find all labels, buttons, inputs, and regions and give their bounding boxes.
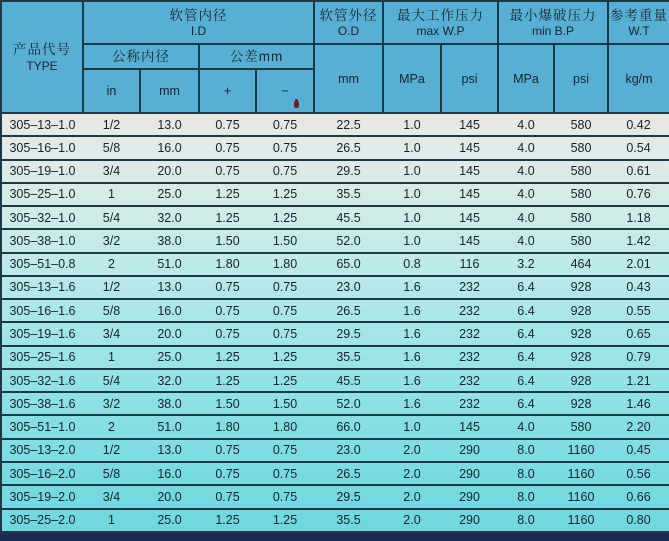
- cell-wt-kgm: 0.66: [608, 485, 669, 508]
- cell-bp-psi: 928: [554, 299, 608, 322]
- cell-tol-plus: 1.80: [199, 415, 256, 438]
- cell-wp-mpa: 1.6: [383, 392, 441, 415]
- cell-id-mm: 38.0: [140, 229, 199, 252]
- header-tolerance-minus: [256, 69, 314, 113]
- cell-tol-minus: 1.50: [256, 392, 314, 415]
- cell-wp-mpa: 1.0: [383, 229, 441, 252]
- table-row: [1, 485, 669, 508]
- cell-wp-psi: 232: [441, 299, 498, 322]
- table-row: [1, 183, 669, 206]
- cell-wp-psi: 145: [441, 160, 498, 183]
- cell-tol-plus: 0.75: [199, 462, 256, 485]
- cell-type-code: 305–19–1.6: [1, 322, 83, 345]
- cell-bp-psi: 1160: [554, 462, 608, 485]
- cell-tol-minus: 0.75: [256, 276, 314, 299]
- cell-od-mm: 52.0: [314, 392, 383, 415]
- cell-od-mm: 23.0: [314, 439, 383, 462]
- cell-bp-mpa: 3.2: [498, 253, 554, 276]
- cell-bp-psi: 928: [554, 369, 608, 392]
- cell-bp-mpa: 6.4: [498, 276, 554, 299]
- cell-bp-psi: 580: [554, 160, 608, 183]
- cell-bp-psi: 1160: [554, 509, 608, 532]
- cell-wt-kgm: 1.18: [608, 206, 669, 229]
- cell-wt-kgm: 0.55: [608, 299, 669, 322]
- cell-bp-psi: 928: [554, 276, 608, 299]
- cell-type-code: 305–38–1.0: [1, 229, 83, 252]
- cell-tol-minus: 0.75: [256, 160, 314, 183]
- header-nominal-id: 公称内径: [83, 44, 199, 69]
- cell-type-code: 305–19–2.0: [1, 485, 83, 508]
- cell-tol-minus: 0.75: [256, 462, 314, 485]
- cell-type-code: 305–16–1.0: [1, 136, 83, 159]
- cell-wp-mpa: 1.0: [383, 206, 441, 229]
- cell-tol-plus: 0.75: [199, 322, 256, 345]
- cell-id-in: 3/4: [83, 160, 140, 183]
- cell-tol-minus: 0.75: [256, 485, 314, 508]
- table-row: [1, 322, 669, 345]
- cell-tol-plus: 1.80: [199, 253, 256, 276]
- cell-id-in: 3/2: [83, 392, 140, 415]
- cell-tol-minus: 1.25: [256, 206, 314, 229]
- scan-speck: [294, 101, 299, 108]
- header-wt-zh: 参考重量: [610, 7, 668, 23]
- cell-bp-mpa: 6.4: [498, 299, 554, 322]
- cell-bp-mpa: 8.0: [498, 462, 554, 485]
- cell-id-mm: 32.0: [140, 206, 199, 229]
- table-row: [1, 160, 669, 183]
- cell-wp-psi: 290: [441, 439, 498, 462]
- cell-type-code: 305–16–2.0: [1, 462, 83, 485]
- table-row: [1, 439, 669, 462]
- header-id-unit-mm: mm: [140, 69, 199, 113]
- cell-id-mm: 51.0: [140, 253, 199, 276]
- header-product-type: [1, 1, 83, 113]
- cell-type-code: 305–38–1.6: [1, 392, 83, 415]
- header-product-type-zh: 产品代号: [13, 42, 71, 58]
- cell-od-mm: 35.5: [314, 346, 383, 369]
- header-wp-zh: 最大工作压力: [397, 7, 484, 23]
- cell-wp-mpa: 1.0: [383, 415, 441, 438]
- cell-id-in: 1/2: [83, 113, 140, 136]
- cell-wp-psi: 232: [441, 276, 498, 299]
- cell-wp-mpa: 1.6: [383, 322, 441, 345]
- cell-id-in: 2: [83, 253, 140, 276]
- cell-wp-mpa: 1.6: [383, 299, 441, 322]
- cell-bp-psi: 580: [554, 415, 608, 438]
- cell-od-mm: 26.5: [314, 462, 383, 485]
- header-od-unit-mm: mm: [314, 44, 383, 113]
- cell-wp-mpa: 0.8: [383, 253, 441, 276]
- cell-bp-psi: 928: [554, 392, 608, 415]
- cell-id-in: 1: [83, 509, 140, 532]
- header-working-pressure-group: [383, 1, 498, 44]
- cell-wp-mpa: 1.6: [383, 346, 441, 369]
- table-row: [1, 206, 669, 229]
- header-od-en: O.D: [337, 24, 360, 39]
- header-burst-pressure-group: [498, 1, 608, 44]
- cell-bp-mpa: 6.4: [498, 392, 554, 415]
- cell-id-mm: 51.0: [140, 415, 199, 438]
- cell-wp-mpa: 2.0: [383, 439, 441, 462]
- cell-id-mm: 16.0: [140, 462, 199, 485]
- cell-wp-mpa: 1.0: [383, 113, 441, 136]
- cell-bp-mpa: 4.0: [498, 183, 554, 206]
- cell-id-in: 1/2: [83, 439, 140, 462]
- cell-od-mm: 29.5: [314, 322, 383, 345]
- cell-bp-psi: 580: [554, 183, 608, 206]
- cell-wt-kgm: 0.45: [608, 439, 669, 462]
- cell-tol-minus: 1.25: [256, 509, 314, 532]
- cell-id-in: 1/2: [83, 276, 140, 299]
- cell-id-mm: 25.0: [140, 509, 199, 532]
- cell-wt-kgm: 0.54: [608, 136, 669, 159]
- header-wp-unit-mpa: MPa: [383, 44, 441, 113]
- cell-wt-kgm: 0.61: [608, 160, 669, 183]
- header-outer-diameter-group: [314, 1, 383, 44]
- cell-od-mm: 45.5: [314, 206, 383, 229]
- cell-wt-kgm: 0.65: [608, 322, 669, 345]
- cell-tol-plus: 0.75: [199, 299, 256, 322]
- cell-od-mm: 52.0: [314, 229, 383, 252]
- cell-id-mm: 13.0: [140, 439, 199, 462]
- cell-wt-kgm: 0.56: [608, 462, 669, 485]
- cell-id-in: 1: [83, 346, 140, 369]
- table-row: [1, 229, 669, 252]
- cell-bp-mpa: 8.0: [498, 439, 554, 462]
- table-row: [1, 509, 669, 532]
- cell-wp-mpa: 2.0: [383, 462, 441, 485]
- cell-bp-mpa: 4.0: [498, 415, 554, 438]
- cell-wt-kgm: 0.76: [608, 183, 669, 206]
- cell-type-code: 305–25–2.0: [1, 509, 83, 532]
- cell-id-mm: 20.0: [140, 322, 199, 345]
- header-tolerance: 公差mm: [199, 44, 314, 69]
- cell-type-code: 305–13–2.0: [1, 439, 83, 462]
- cell-wp-psi: 290: [441, 509, 498, 532]
- header-wp-en: max W.P: [416, 24, 465, 39]
- cell-bp-mpa: 6.4: [498, 346, 554, 369]
- cell-tol-plus: 0.75: [199, 113, 256, 136]
- cell-wt-kgm: 0.80: [608, 509, 669, 532]
- cell-tol-plus: 0.75: [199, 160, 256, 183]
- header-inner-diameter-group: [83, 1, 314, 44]
- cell-type-code: 305–13–1.6: [1, 276, 83, 299]
- cell-id-mm: 32.0: [140, 369, 199, 392]
- cell-wp-psi: 232: [441, 346, 498, 369]
- cell-type-code: 305–51–0.8: [1, 253, 83, 276]
- cell-type-code: 305–25–1.6: [1, 346, 83, 369]
- header-bp-unit-mpa: MPa: [498, 44, 554, 113]
- header-bp-en: min B.P: [531, 24, 574, 39]
- header-wt-en: W.T: [628, 24, 650, 39]
- cell-wp-mpa: 1.0: [383, 183, 441, 206]
- cell-bp-mpa: 4.0: [498, 206, 554, 229]
- table-row: [1, 276, 669, 299]
- cell-wp-psi: 290: [441, 485, 498, 508]
- cell-wt-kgm: 0.79: [608, 346, 669, 369]
- cell-id-mm: 25.0: [140, 183, 199, 206]
- header-id-en: I.D: [190, 24, 207, 39]
- cell-tol-plus: 1.25: [199, 346, 256, 369]
- cell-wp-psi: 145: [441, 113, 498, 136]
- cell-bp-mpa: 8.0: [498, 485, 554, 508]
- cell-bp-mpa: 6.4: [498, 369, 554, 392]
- cell-bp-mpa: 4.0: [498, 160, 554, 183]
- cell-wp-psi: 232: [441, 369, 498, 392]
- cell-tol-plus: 0.75: [199, 136, 256, 159]
- cell-wp-mpa: 2.0: [383, 509, 441, 532]
- cell-bp-mpa: 6.4: [498, 322, 554, 345]
- cell-tol-minus: 0.75: [256, 136, 314, 159]
- cell-wp-psi: 290: [441, 462, 498, 485]
- cell-tol-minus: 1.25: [256, 346, 314, 369]
- cell-bp-psi: 928: [554, 346, 608, 369]
- cell-id-mm: 13.0: [140, 113, 199, 136]
- cell-id-in: 3/2: [83, 229, 140, 252]
- cell-wt-kgm: 0.42: [608, 113, 669, 136]
- table-row: [1, 392, 669, 415]
- cell-od-mm: 65.0: [314, 253, 383, 276]
- cell-od-mm: 22.5: [314, 113, 383, 136]
- cell-id-in: 5/8: [83, 136, 140, 159]
- table-row: [1, 113, 669, 136]
- cell-bp-psi: 1160: [554, 485, 608, 508]
- cell-tol-minus: 1.25: [256, 183, 314, 206]
- cell-tol-minus: 0.75: [256, 113, 314, 136]
- cell-tol-plus: 1.25: [199, 369, 256, 392]
- cell-id-mm: 16.0: [140, 136, 199, 159]
- cell-tol-plus: 1.50: [199, 229, 256, 252]
- cell-id-in: 1: [83, 183, 140, 206]
- cell-wp-psi: 145: [441, 229, 498, 252]
- header-id-zh: 软管内径: [169, 7, 228, 23]
- cell-id-mm: 38.0: [140, 392, 199, 415]
- cell-od-mm: 45.5: [314, 369, 383, 392]
- table-row: [1, 253, 669, 276]
- cell-tol-plus: 1.25: [199, 183, 256, 206]
- cell-tol-plus: 0.75: [199, 276, 256, 299]
- header-bp-zh: 最小爆破压力: [509, 7, 597, 23]
- cell-id-mm: 25.0: [140, 346, 199, 369]
- cell-tol-plus: 0.75: [199, 485, 256, 508]
- header-od-zh: 软管外径: [319, 7, 378, 23]
- cell-od-mm: 35.5: [314, 509, 383, 532]
- cell-tol-minus: 1.80: [256, 415, 314, 438]
- cell-wp-psi: 145: [441, 415, 498, 438]
- cell-wp-psi: 116: [441, 253, 498, 276]
- cell-od-mm: 29.5: [314, 160, 383, 183]
- cell-tol-minus: 0.75: [256, 299, 314, 322]
- table-row: [1, 415, 669, 438]
- cell-bp-mpa: 8.0: [498, 509, 554, 532]
- cell-wp-mpa: 1.0: [383, 136, 441, 159]
- cell-bp-psi: 580: [554, 206, 608, 229]
- cell-id-in: 5/4: [83, 369, 140, 392]
- cell-id-in: 5/8: [83, 299, 140, 322]
- cell-tol-minus: 0.75: [256, 439, 314, 462]
- table-header: [1, 1, 669, 113]
- header-product-type-en: TYPE: [26, 58, 58, 73]
- bottom-bar: [0, 533, 669, 541]
- cell-tol-minus: 1.25: [256, 369, 314, 392]
- header-wp-unit-psi: psi: [441, 44, 498, 113]
- cell-wp-mpa: 1.0: [383, 160, 441, 183]
- header-tolerance-plus: +: [199, 69, 256, 113]
- cell-wp-psi: 145: [441, 206, 498, 229]
- cell-wp-psi: 232: [441, 322, 498, 345]
- table-row: [1, 346, 669, 369]
- cell-wt-kgm: 2.20: [608, 415, 669, 438]
- cell-od-mm: 66.0: [314, 415, 383, 438]
- cell-wt-kgm: 1.46: [608, 392, 669, 415]
- cell-id-mm: 16.0: [140, 299, 199, 322]
- cell-tol-plus: 1.25: [199, 206, 256, 229]
- header-bp-unit-psi: psi: [554, 44, 608, 113]
- cell-od-mm: 26.5: [314, 299, 383, 322]
- cell-type-code: 305–19–1.0: [1, 160, 83, 183]
- header-weight-group: [608, 1, 669, 44]
- cell-tol-plus: 1.50: [199, 392, 256, 415]
- cell-id-mm: 20.0: [140, 485, 199, 508]
- cell-od-mm: 29.5: [314, 485, 383, 508]
- cell-od-mm: 23.0: [314, 276, 383, 299]
- cell-id-mm: 20.0: [140, 160, 199, 183]
- cell-id-in: 3/4: [83, 322, 140, 345]
- cell-wt-kgm: 1.21: [608, 369, 669, 392]
- cell-tol-minus: 1.50: [256, 229, 314, 252]
- cell-bp-mpa: 4.0: [498, 113, 554, 136]
- cell-tol-minus: 1.80: [256, 253, 314, 276]
- table-body: [1, 113, 669, 532]
- cell-tol-plus: 1.25: [199, 509, 256, 532]
- cell-wt-kgm: 0.43: [608, 276, 669, 299]
- table-row: [1, 299, 669, 322]
- cell-bp-psi: 580: [554, 229, 608, 252]
- cell-id-mm: 13.0: [140, 276, 199, 299]
- cell-type-code: 305–13–1.0: [1, 113, 83, 136]
- cell-type-code: 305–25–1.0: [1, 183, 83, 206]
- cell-od-mm: 26.5: [314, 136, 383, 159]
- cell-wp-mpa: 1.6: [383, 276, 441, 299]
- cell-id-in: 5/4: [83, 206, 140, 229]
- cell-wt-kgm: 2.01: [608, 253, 669, 276]
- cell-bp-mpa: 4.0: [498, 136, 554, 159]
- cell-wp-psi: 232: [441, 392, 498, 415]
- cell-wp-mpa: 1.6: [383, 369, 441, 392]
- cell-tol-minus: 0.75: [256, 322, 314, 345]
- cell-bp-psi: 580: [554, 136, 608, 159]
- cell-type-code: 305–32–1.6: [1, 369, 83, 392]
- cell-wp-psi: 145: [441, 183, 498, 206]
- header-wt-unit-kgm: kg/m: [608, 44, 669, 113]
- cell-type-code: 305–16–1.6: [1, 299, 83, 322]
- cell-type-code: 305–32–1.0: [1, 206, 83, 229]
- table-row: [1, 369, 669, 392]
- cell-id-in: 3/4: [83, 485, 140, 508]
- cell-bp-mpa: 4.0: [498, 229, 554, 252]
- cell-id-in: 5/8: [83, 462, 140, 485]
- cell-bp-psi: 1160: [554, 439, 608, 462]
- cell-wp-psi: 145: [441, 136, 498, 159]
- cell-wp-mpa: 2.0: [383, 485, 441, 508]
- cell-bp-psi: 464: [554, 253, 608, 276]
- table-row: [1, 462, 669, 485]
- table-row: [1, 136, 669, 159]
- header-id-unit-in: in: [83, 69, 140, 113]
- cell-bp-psi: 580: [554, 113, 608, 136]
- minus-sign: −: [281, 84, 289, 98]
- cell-type-code: 305–51–1.0: [1, 415, 83, 438]
- cell-tol-plus: 0.75: [199, 439, 256, 462]
- cell-od-mm: 35.5: [314, 183, 383, 206]
- cell-wt-kgm: 1.42: [608, 229, 669, 252]
- cell-bp-psi: 928: [554, 322, 608, 345]
- cell-id-in: 2: [83, 415, 140, 438]
